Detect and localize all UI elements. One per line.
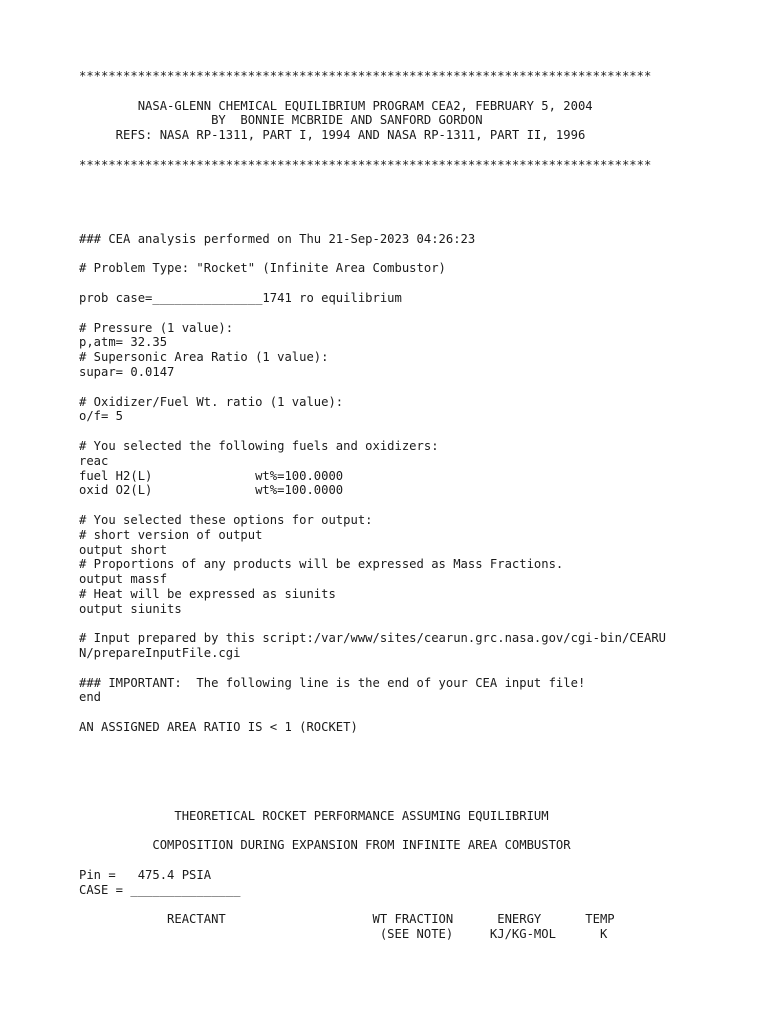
blank-line bbox=[79, 217, 739, 232]
program-references: REFS: NASA RP-1311, PART I, 1994 AND NASA RP-1311, PART II, 1996 bbox=[79, 128, 586, 143]
pin-line: Pin = 475.4 PSIA bbox=[79, 868, 212, 883]
program-authors: BY BONNIE MCBRIDE AND SANFORD GORDON bbox=[79, 113, 483, 128]
blank-line bbox=[79, 750, 739, 765]
program-title: NASA-GLENN CHEMICAL EQUILIBRIUM PROGRAM CEA2, FEBRUARY 5, 2004 bbox=[79, 98, 593, 113]
case-line: CASE = _______________ bbox=[79, 882, 241, 897]
reactant-table-header: REACTANT WT FRACTION ENERGY TEMP bbox=[79, 912, 615, 927]
blank-line bbox=[79, 616, 739, 631]
blank-line bbox=[79, 898, 739, 913]
blank-line bbox=[79, 498, 739, 513]
fuel-line: fuel H2(L) wt%=100.0000 bbox=[79, 468, 344, 483]
short-version-comment: # short version of output bbox=[79, 527, 263, 542]
area-ratio-value: supar= 0.0147 bbox=[79, 364, 175, 379]
problem-type-comment: # Problem Type: "Rocket" (Infinite Area Combustor) bbox=[79, 261, 446, 276]
area-ratio-notice: AN ASSIGNED AREA RATIO IS < 1 (ROCKET) bbox=[79, 720, 358, 735]
input-script-comment-continued: N/prepareInputFile.cgi bbox=[79, 646, 241, 661]
of-ratio-value: o/f= 5 bbox=[79, 409, 124, 424]
prob-case-line: prob case=_______________1741 ro equilibrium bbox=[79, 290, 402, 305]
blank-line bbox=[79, 794, 739, 809]
important-comment: ### IMPORTANT: The following line is the end of your CEA input file! bbox=[79, 675, 586, 690]
blank-line bbox=[79, 380, 739, 395]
blank-line bbox=[79, 84, 739, 99]
separator-bottom: ****************************************************************************** bbox=[79, 157, 652, 172]
blank-line bbox=[79, 173, 739, 188]
blank-line bbox=[79, 202, 739, 217]
reactant-table-subheader: (SEE NOTE) KJ/KG-MOL K bbox=[79, 927, 608, 942]
blank-line bbox=[79, 779, 739, 794]
blank-line bbox=[79, 306, 739, 321]
output-massf-keyword: output massf bbox=[79, 572, 168, 587]
reac-keyword: reac bbox=[79, 453, 109, 468]
pressure-value: p,atm= 32.35 bbox=[79, 335, 168, 350]
input-script-comment: # Input prepared by this script:/var/www/sites/cearun.grc.nasa.gov/cgi-bin/CEARU bbox=[79, 631, 666, 646]
composition-heading: COMPOSITION DURING EXPANSION FROM INFINITE AREA COMBUSTOR bbox=[79, 838, 571, 853]
siunits-comment: # Heat will be expressed as siunits bbox=[79, 586, 336, 601]
of-ratio-comment: # Oxidizer/Fuel Wt. ratio (1 value): bbox=[79, 394, 344, 409]
blank-line bbox=[79, 247, 739, 262]
oxidizer-line: oxid O2(L) wt%=100.0000 bbox=[79, 483, 344, 498]
analysis-timestamp: ### CEA analysis performed on Thu 21-Sep-2023 04:26:23 bbox=[79, 231, 476, 246]
output-siunits-keyword: output siunits bbox=[79, 601, 182, 616]
blank-line bbox=[79, 187, 739, 202]
mass-fractions-comment: # Proportions of any products will be expressed as Mass Fractions. bbox=[79, 557, 564, 572]
pressure-comment: # Pressure (1 value): bbox=[79, 320, 234, 335]
blank-line bbox=[79, 143, 739, 158]
reactants-comment: # You selected the following fuels and oxidizers: bbox=[79, 438, 439, 453]
separator-top: ****************************************************************************** bbox=[79, 69, 652, 83]
blank-line bbox=[79, 424, 739, 439]
end-keyword: end bbox=[79, 690, 102, 705]
blank-line bbox=[79, 824, 739, 839]
cea-output-document bbox=[79, 69, 739, 942]
area-ratio-comment: # Supersonic Area Ratio (1 value): bbox=[79, 350, 329, 365]
blank-line bbox=[79, 705, 739, 720]
blank-line bbox=[79, 276, 739, 291]
blank-line bbox=[79, 853, 739, 868]
blank-line bbox=[79, 764, 739, 779]
blank-line bbox=[79, 735, 739, 750]
output-options-comment: # You selected these options for output: bbox=[79, 512, 373, 527]
blank-line bbox=[79, 661, 739, 676]
output-short-keyword: output short bbox=[79, 542, 168, 557]
performance-heading: THEORETICAL ROCKET PERFORMANCE ASSUMING EQUILIBRIUM bbox=[79, 808, 549, 823]
